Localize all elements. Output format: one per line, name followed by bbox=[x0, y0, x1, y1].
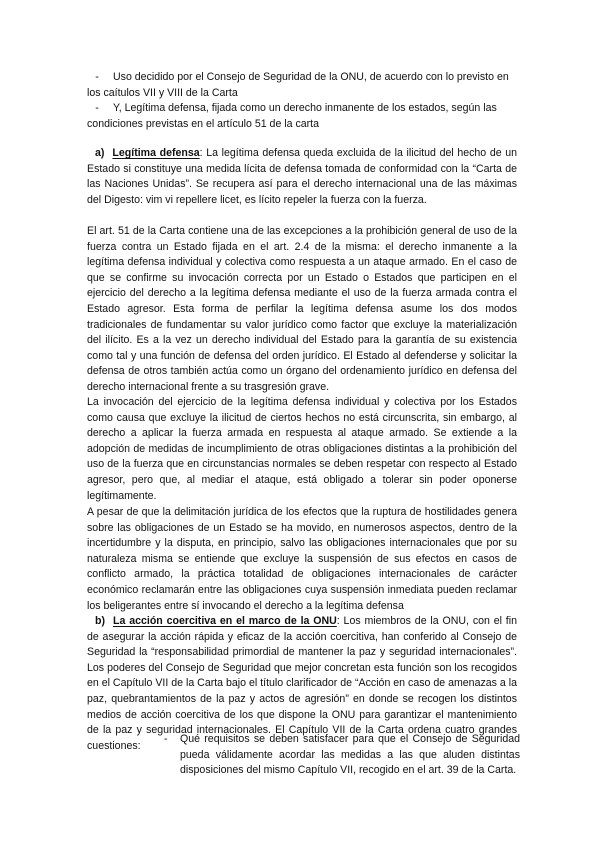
body-paragraph: A pesar de que la delimitación jurídica de los efectos que la ruptura de hostilidades genera sobre las obligaciones de un Estado se ha movido, en numerosos aspectos, dentro de la incertidumbre y la disputa, en principio, salvo las obligaciones internacionales que por su naturaleza misma se entiende que excluye la suspensión de sus efectos en casos de conflicto armado, la práctica totalidad de obligaciones internacionales de carácter económico reclamarán entre las obligaciones cuya suspensión inmediata pueden reclamar los beligerantes entre sí invocando el derecho a la legítima defensa bbox=[87, 506, 517, 612]
section-a-title: Legítima defensa bbox=[112, 147, 200, 159]
list-marker: - bbox=[164, 733, 168, 745]
list-item-text: Y, Legítima defensa, fijada como un derecho inmanente de los estados, según las condiciones previstas en el artículo 51 de la carta bbox=[87, 102, 497, 130]
list-item-text: Uso decidido por el Consejo de Seguridad de la ONU, de acuerdo con lo previsto en los caítulos VII y VIII de la Carta bbox=[87, 71, 509, 99]
list-marker: - bbox=[95, 71, 99, 83]
list-marker: - bbox=[95, 102, 99, 114]
section-b-label: b) bbox=[95, 615, 105, 627]
section-a-label: a) bbox=[95, 147, 105, 159]
list-item bbox=[164, 732, 520, 779]
section-b-title: La acción coercitiva en el marco de la ONU bbox=[113, 615, 337, 627]
body-paragraph: La invocación del ejercicio de la legítima defensa individual y colectiva por los Estados como causa que excluye la ilicitud de ciertos hechos no está circunscrita, sin embargo, al derecho a aplicar la fuerza armada en respuesta al ataque armado. Se extiende a la adopción de medidas de incumplimiento de otras obligaciones distintas a la prohibición del uso de la fuerza que en circunstancias normales se deben respetar con respecto al Estado agresor, pero que, al mediar el ataque, está obligado a tolerar sin poder oponerse legítimamente. bbox=[87, 396, 517, 502]
section-b-body: : Los miembros de la ONU, con el fin de asegurar la acción rápida y eficaz de la acción coercitiva, han conferido al Consejo de Seguridad la “responsabilidad primordial de mantener la paz y seguridad internacionales”. Los poderes del Consejo de Seguridad que mejor concretan esta función son los recogidos en el Capítulo VII de la Carta bajo el título clarificador de “Acción en caso de amenazas a la paz, quebrantamientos de la paz y actos de agresión” en donde se recogen los distintos medios de acción coercitiva de los que dispone la ONU para garantizar el mantenimiento de la paz y seguridad internacionales. El Capítulo VII de la Carta ordena cuatro grandes cuestiones: bbox=[87, 615, 517, 752]
list-item bbox=[87, 70, 517, 101]
section-a-paragraph bbox=[87, 146, 517, 208]
section-a-intro: : La legítima defensa queda excluida de la ilicitud del hecho de un Estado si constituye una medida lícita de defensa tomada de conformidad con la “Carta de las Naciones Unidas”. Se recupera así para el derecho internacional una de las máximas del Digesto: vim vi repellere licet, es lícito repeler la fuerza con la fuerza. bbox=[87, 147, 518, 206]
list-item bbox=[87, 101, 517, 132]
list-item-text: Qué requisitos se deben satisfacer para que el Consejo de Seguridad pueda válidamente acordar las medidas a las que aluden distintas disposiciones del mismo Capítulo VII, recogido en el art. 39 de la Carta. bbox=[180, 733, 520, 777]
body-paragraph: El art. 51 de la Carta contiene una de las excepciones a la prohibición general de uso de la fuerza contra un Estado fijada en el art. 2.4 de la misma: el derecho inmanente a la legítima defensa individual y colectiva como respuesta a un ataque armado. En el caso de que se confirme su invocación correcta por un Estado o Estados que participen en el ejercicio del derecho a la legítima defensa mediante el uso de la fuerza armada contra el Estado agresor. Esta forma de perfilar la legítima defensa asume los dos modos tradicionales de fundamentar su valor jurídico como factor que excluye la materialización del ilícito. Es a la vez un derecho individual del Estado para la garantía de su existencia como tal y una función de defensa del orden jurídico. El Estado al defenderse y solicitar la defensa de otros también actúa como un órgano del ordenamiento jurídico en defensa del derecho internacional frente a su trasgresión grave. bbox=[87, 225, 517, 393]
